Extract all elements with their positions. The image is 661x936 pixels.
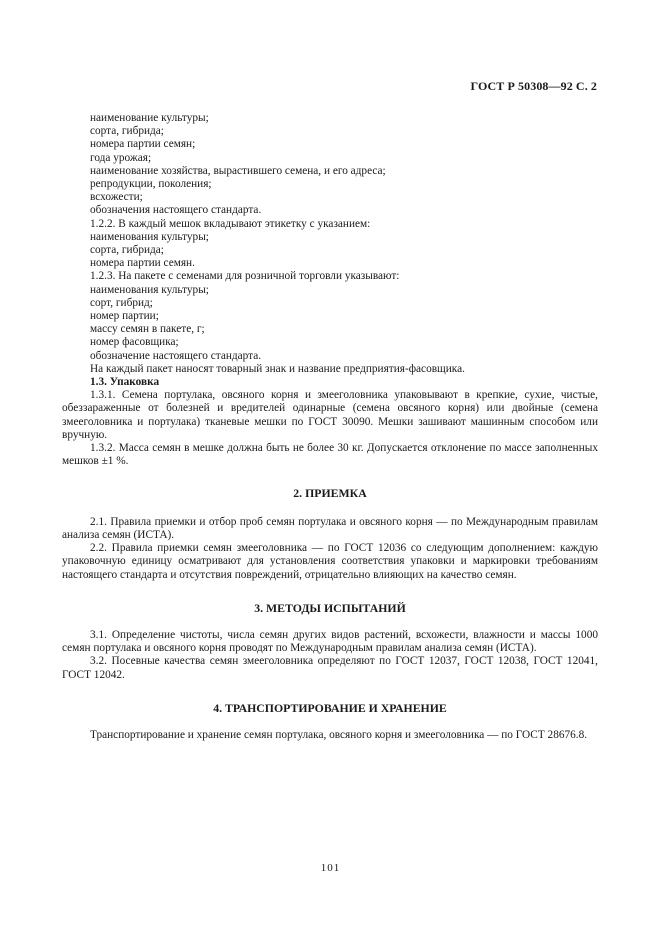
list-item: сорт, гибрид; [90,296,153,309]
subsection-heading-1-3: 1.3. Упаковка [90,376,160,389]
list-item: номер партии; [90,310,159,323]
paragraph-1-3-2: 1.3.2. Масса семян в мешке должна быть не более 30 кг. Допускается отклонение по массе заполненных мешков ±1 %. [62,442,598,468]
list-item: обозначение настоящего стандарта. [90,349,262,362]
section-heading-4: 4. ТРАНСПОРТИРОВАНИЕ И ХРАНЕНИЕ [213,700,447,715]
paragraph-1-3-1: 1.3.1. Семена портулака, овсяного корня и змееголовника упаковывают в крепкие, сухие, чистые, обеззараженные от болезней и вредителей одинарные (семена овсяного корня) или двойные (семена змееголовника и портулака) тканевые мешки по ГОСТ 30090. Мешки зашивают машинным способом или вручную. [62,389,598,441]
list-item: наименование культуры; [90,112,209,124]
paragraph-2-2: 2.2. Правила приемки семян змееголовника — по ГОСТ 12036 со следующим дополнением: каждую упаковочную единицу осматривают для установления соответствия упаковки и маркировки требованиям настоящего стандарта и отсутствия повреждений, отрицательно влияющих на качество семян. [62,542,598,581]
list-item: номера партии семян; [90,138,196,151]
page-number: 101 [320,862,341,874]
list-item: обозначения настоящего стандарта. [90,204,262,217]
list-item: номер фасовщика; [90,336,179,349]
paragraph-2-1: 2.1. Правила приемки и отбор проб семян портулака и овсяного корня — по Международным правилам анализа семян (ИСТА). [62,515,598,541]
section-heading-3: 3. МЕТОДЫ ИСПЫТАНИЙ [254,600,406,615]
list-item: массу семян в пакете, г; [90,323,205,336]
paragraph-1-2-2: 1.2.2. В каждый мешок вкладывают этикетку с указанием: [90,217,371,230]
paragraph-1-2-3: 1.2.3. На пакете с семенами для розничной торговли указывают: [90,270,400,283]
paragraph-3-1: 3.1. Определение чистоты, числа семян других видов растений, всхожести, влажности и массы 1000 семян портулака и овсяного корня проводят по Международным правилам анализа семян (ИСТА). [62,628,598,655]
list-item: наименования культуры; [90,283,209,296]
page-header: ГОСТ Р 50308—92 С. 2 [470,79,597,93]
paragraph-3-2: 3.2. Посевные качества семян змееголовника определяют по ГОСТ 12037, ГОСТ 12038, ГОСТ 12041, ГОСТ 12042. [62,655,598,681]
list-item: сорта, гибрида; [90,244,164,257]
document-body [62,112,598,742]
paragraph-pack-mark: На каждый пакет наносят товарный знак и название предприятия-фасовщика. [90,362,465,375]
list-item: наименования культуры; [90,230,209,243]
paragraph-4: Транспортирование и хранение семян портулака, овсяного корня и змееголовника — по ГОСТ 28676.8. [90,728,588,741]
list-item: всхожести; [90,191,143,204]
section-heading-2: 2. ПРИЕМКА [293,486,367,501]
list-item: репродукции, поколения; [90,178,212,191]
list-item: номера партии семян. [90,257,195,270]
list-item: года урожая; [90,151,152,164]
list-item: наименование хозяйства, вырастившего семена, и его адреса; [90,164,386,177]
list-item: сорта, гибрида; [90,125,164,138]
